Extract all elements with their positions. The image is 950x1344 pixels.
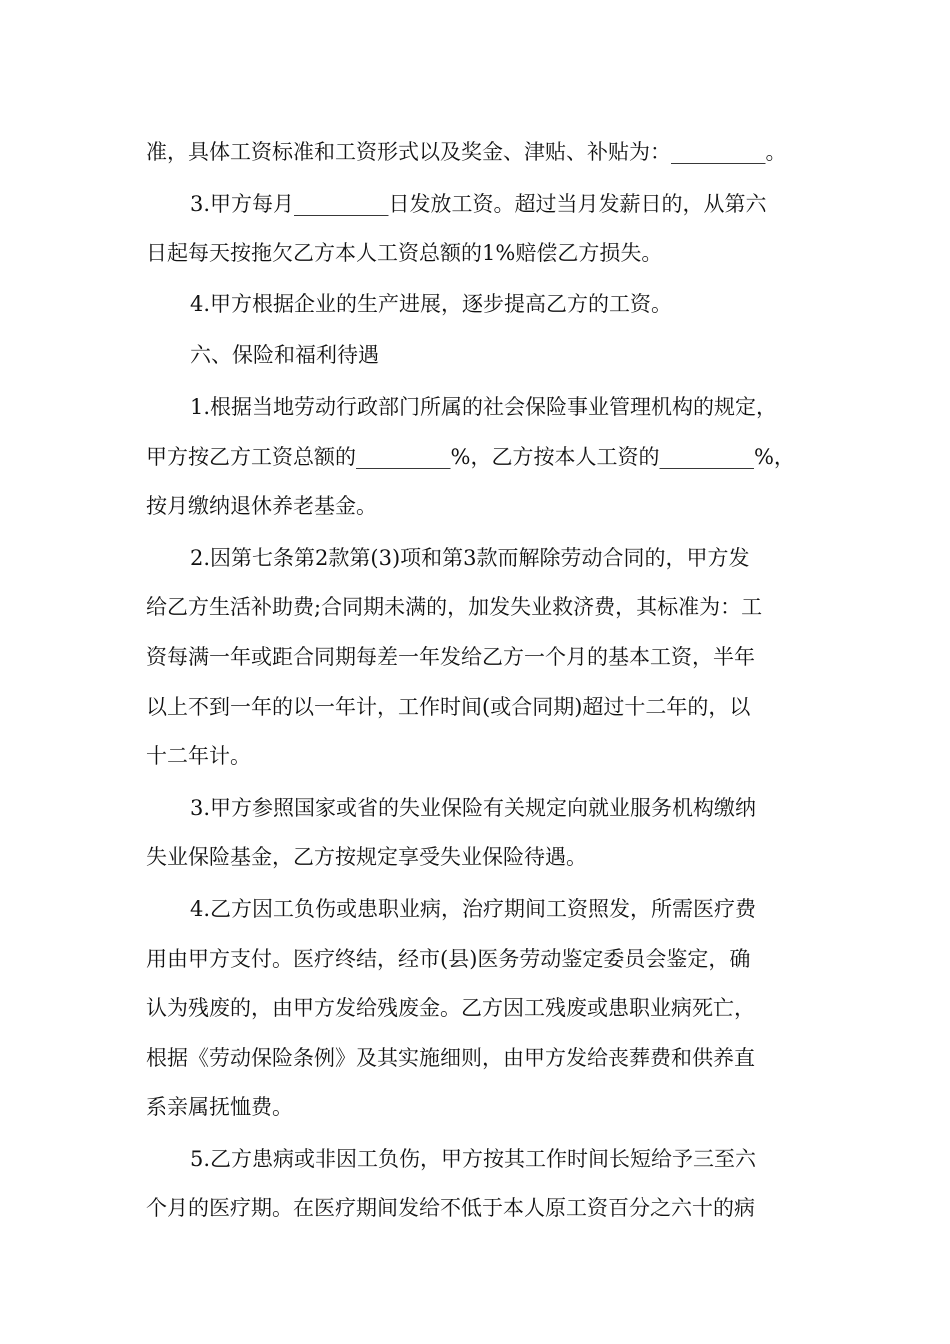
- text-line: 失业保险基金，乙方按规定享受失业保险待遇。: [146, 845, 587, 870]
- text-line: 2.因第七条第2款第(3)项和第3款而解除劳动合同的，甲方发: [190, 545, 750, 570]
- document-body: [146, 128, 814, 1234]
- text-line: 认为残废的，由甲方发给残废金。乙方因工残废或患职业病死亡，: [146, 996, 755, 1021]
- text-line: 1.根据当地劳动行政部门所属的社会保险事业管理机构的规定，: [190, 394, 778, 419]
- text-line: 日起每天按拖欠乙方本人工资总额的1%赔偿乙方损失。: [146, 241, 663, 266]
- text-line: 用由甲方支付。医疗终结，经市(县)医务劳动鉴定委员会鉴定，确: [146, 946, 751, 971]
- text-line: 3.甲方每月_________日发放工资。超过当月发薪日的，从第六: [190, 191, 767, 216]
- text-line: 5.乙方患病或非因工负伤，甲方按其工作时间长短给予三至六: [190, 1146, 757, 1171]
- text-line: 准，具体工资标准和工资形式以及奖金、津贴、补贴为：_________。: [146, 140, 787, 164]
- section-heading: 六、保险和福利待遇: [190, 343, 379, 368]
- text-line: 个月的医疗期。在医疗期间发给不低于本人原工资百分之六十的病: [146, 1196, 755, 1221]
- text-line: 根据《劳动保险条例》及其实施细则，由甲方发给丧葬费和供养直: [146, 1045, 755, 1070]
- text-line: 4.甲方根据企业的生产进展，逐步提高乙方的工资。: [190, 291, 673, 316]
- text-line: 4.乙方因工负伤或患职业病，治疗期间工资照发，所需医疗费: [190, 896, 757, 921]
- text-line: 以上不到一年的以一年计，工作时间(或合同期)超过十二年的，以: [146, 694, 751, 719]
- text-line: 系亲属抚恤费。: [146, 1095, 293, 1120]
- text-line: 按月缴纳退休养老基金。: [146, 494, 377, 519]
- text-line: 3.甲方参照国家或省的失业保险有关规定向就业服务机构缴纳: [190, 795, 757, 820]
- text-line: 给乙方生活补助费;合同期未满的，加发失业救济费，其标准为：工: [146, 595, 763, 620]
- text-line: 资每满一年或距合同期每差一年发给乙方一个月的基本工资，半年: [146, 644, 755, 669]
- text-line: 十二年计。: [146, 744, 251, 769]
- text-line: 甲方按乙方工资总额的_________%，乙方按本人工资的_________%，: [146, 444, 795, 469]
